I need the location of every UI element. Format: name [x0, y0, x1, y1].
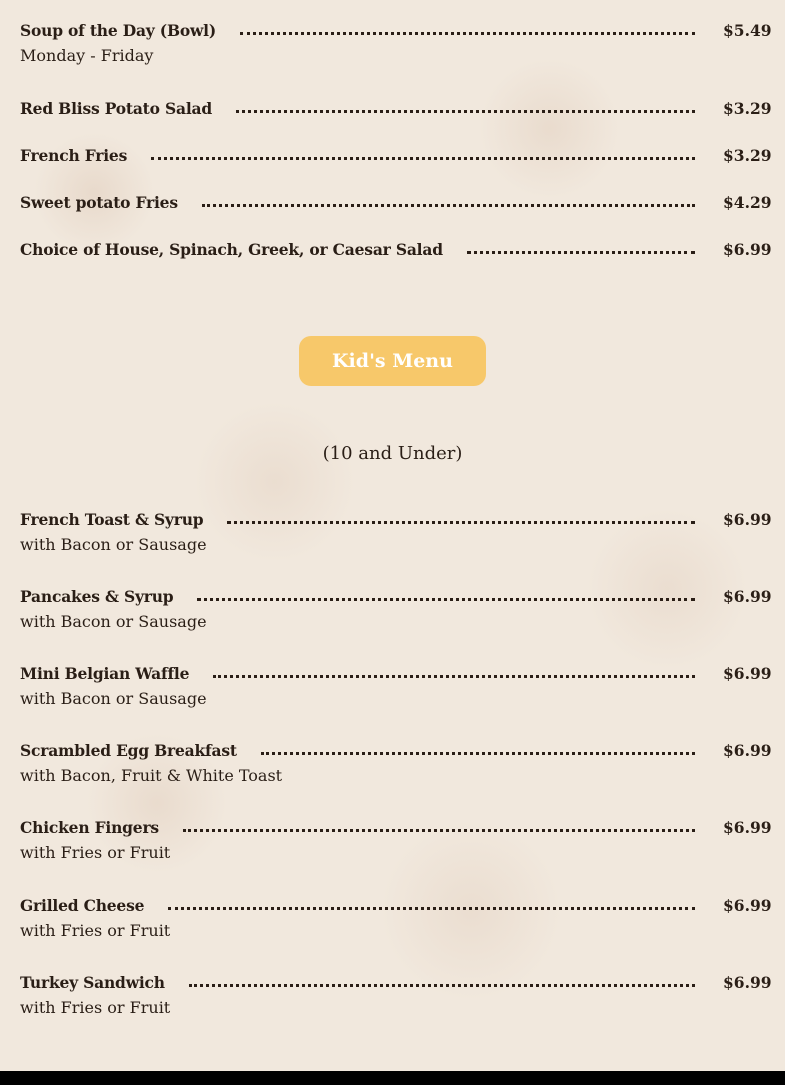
menu-item-salad [20, 238, 772, 260]
item-name: Grilled Cheese [20, 895, 145, 915]
kids-item-belgian-waffle [20, 662, 772, 708]
item-price: $6.99 [723, 895, 772, 915]
item-price: $6.99 [723, 663, 772, 683]
item-price: $6.99 [723, 740, 772, 760]
item-price: $6.99 [723, 972, 772, 992]
item-description: with Bacon or Sausage [20, 535, 207, 554]
kids-item-grilled-cheese [20, 894, 772, 940]
dotted-leader [261, 752, 695, 755]
item-price: $6.99 [723, 817, 772, 837]
dotted-leader [168, 907, 695, 910]
kids-item-scrambled-egg [20, 739, 772, 785]
item-name: Chicken Fingers [20, 817, 159, 837]
item-description: with Fries or Fruit [20, 921, 171, 940]
item-name: French Toast & Syrup [20, 509, 204, 529]
kids-item-pancakes [20, 585, 772, 631]
dotted-leader [467, 251, 695, 254]
item-description: Monday - Friday [20, 46, 154, 65]
item-name: Choice of House, Spinach, Greek, or Caesar Salad [20, 239, 443, 259]
dotted-leader [240, 32, 695, 35]
item-name: Red Bliss Potato Salad [20, 98, 212, 118]
item-name: Turkey Sandwich [20, 972, 165, 992]
item-price: $6.99 [723, 509, 772, 529]
item-description: with Bacon or Sausage [20, 612, 207, 631]
kids-item-french-toast [20, 508, 772, 554]
item-description: with Fries or Fruit [20, 998, 171, 1017]
item-name: Sweet potato Fries [20, 192, 178, 212]
menu-item-soup [20, 19, 772, 65]
item-price: $3.29 [723, 145, 772, 165]
menu-item-potato-salad [20, 97, 772, 119]
item-name: Pancakes & Syrup [20, 586, 174, 606]
dotted-leader [151, 157, 695, 160]
item-description: with Bacon or Sausage [20, 689, 207, 708]
dotted-leader [189, 984, 695, 987]
item-price: $3.29 [723, 98, 772, 118]
item-price: $6.99 [723, 239, 772, 259]
menu-item-french-fries [20, 144, 772, 166]
item-name: Soup of the Day (Bowl) [20, 20, 216, 40]
item-price: $4.29 [723, 192, 772, 212]
item-description: with Fries or Fruit [20, 843, 171, 862]
item-price: $6.99 [723, 586, 772, 606]
dotted-leader [236, 110, 695, 113]
kids-item-turkey-sandwich [20, 971, 772, 1017]
kids-menu-subtitle: (10 and Under) [322, 443, 463, 464]
dotted-leader [183, 829, 695, 832]
dotted-leader [202, 204, 695, 207]
dotted-leader [213, 675, 695, 678]
item-description: with Bacon, Fruit & White Toast [20, 766, 283, 785]
kids-item-chicken-fingers [20, 816, 772, 862]
dotted-leader [197, 598, 695, 601]
item-name: Scrambled Egg Breakfast [20, 740, 237, 760]
item-name: French Fries [20, 145, 128, 165]
menu-item-sweet-potato-fries [20, 191, 772, 213]
dotted-leader [227, 521, 695, 524]
bottom-bar [0, 1071, 785, 1085]
item-price: $5.49 [723, 20, 772, 40]
kids-menu-button[interactable]: Kid's Menu [299, 336, 486, 386]
item-name: Mini Belgian Waffle [20, 663, 190, 683]
